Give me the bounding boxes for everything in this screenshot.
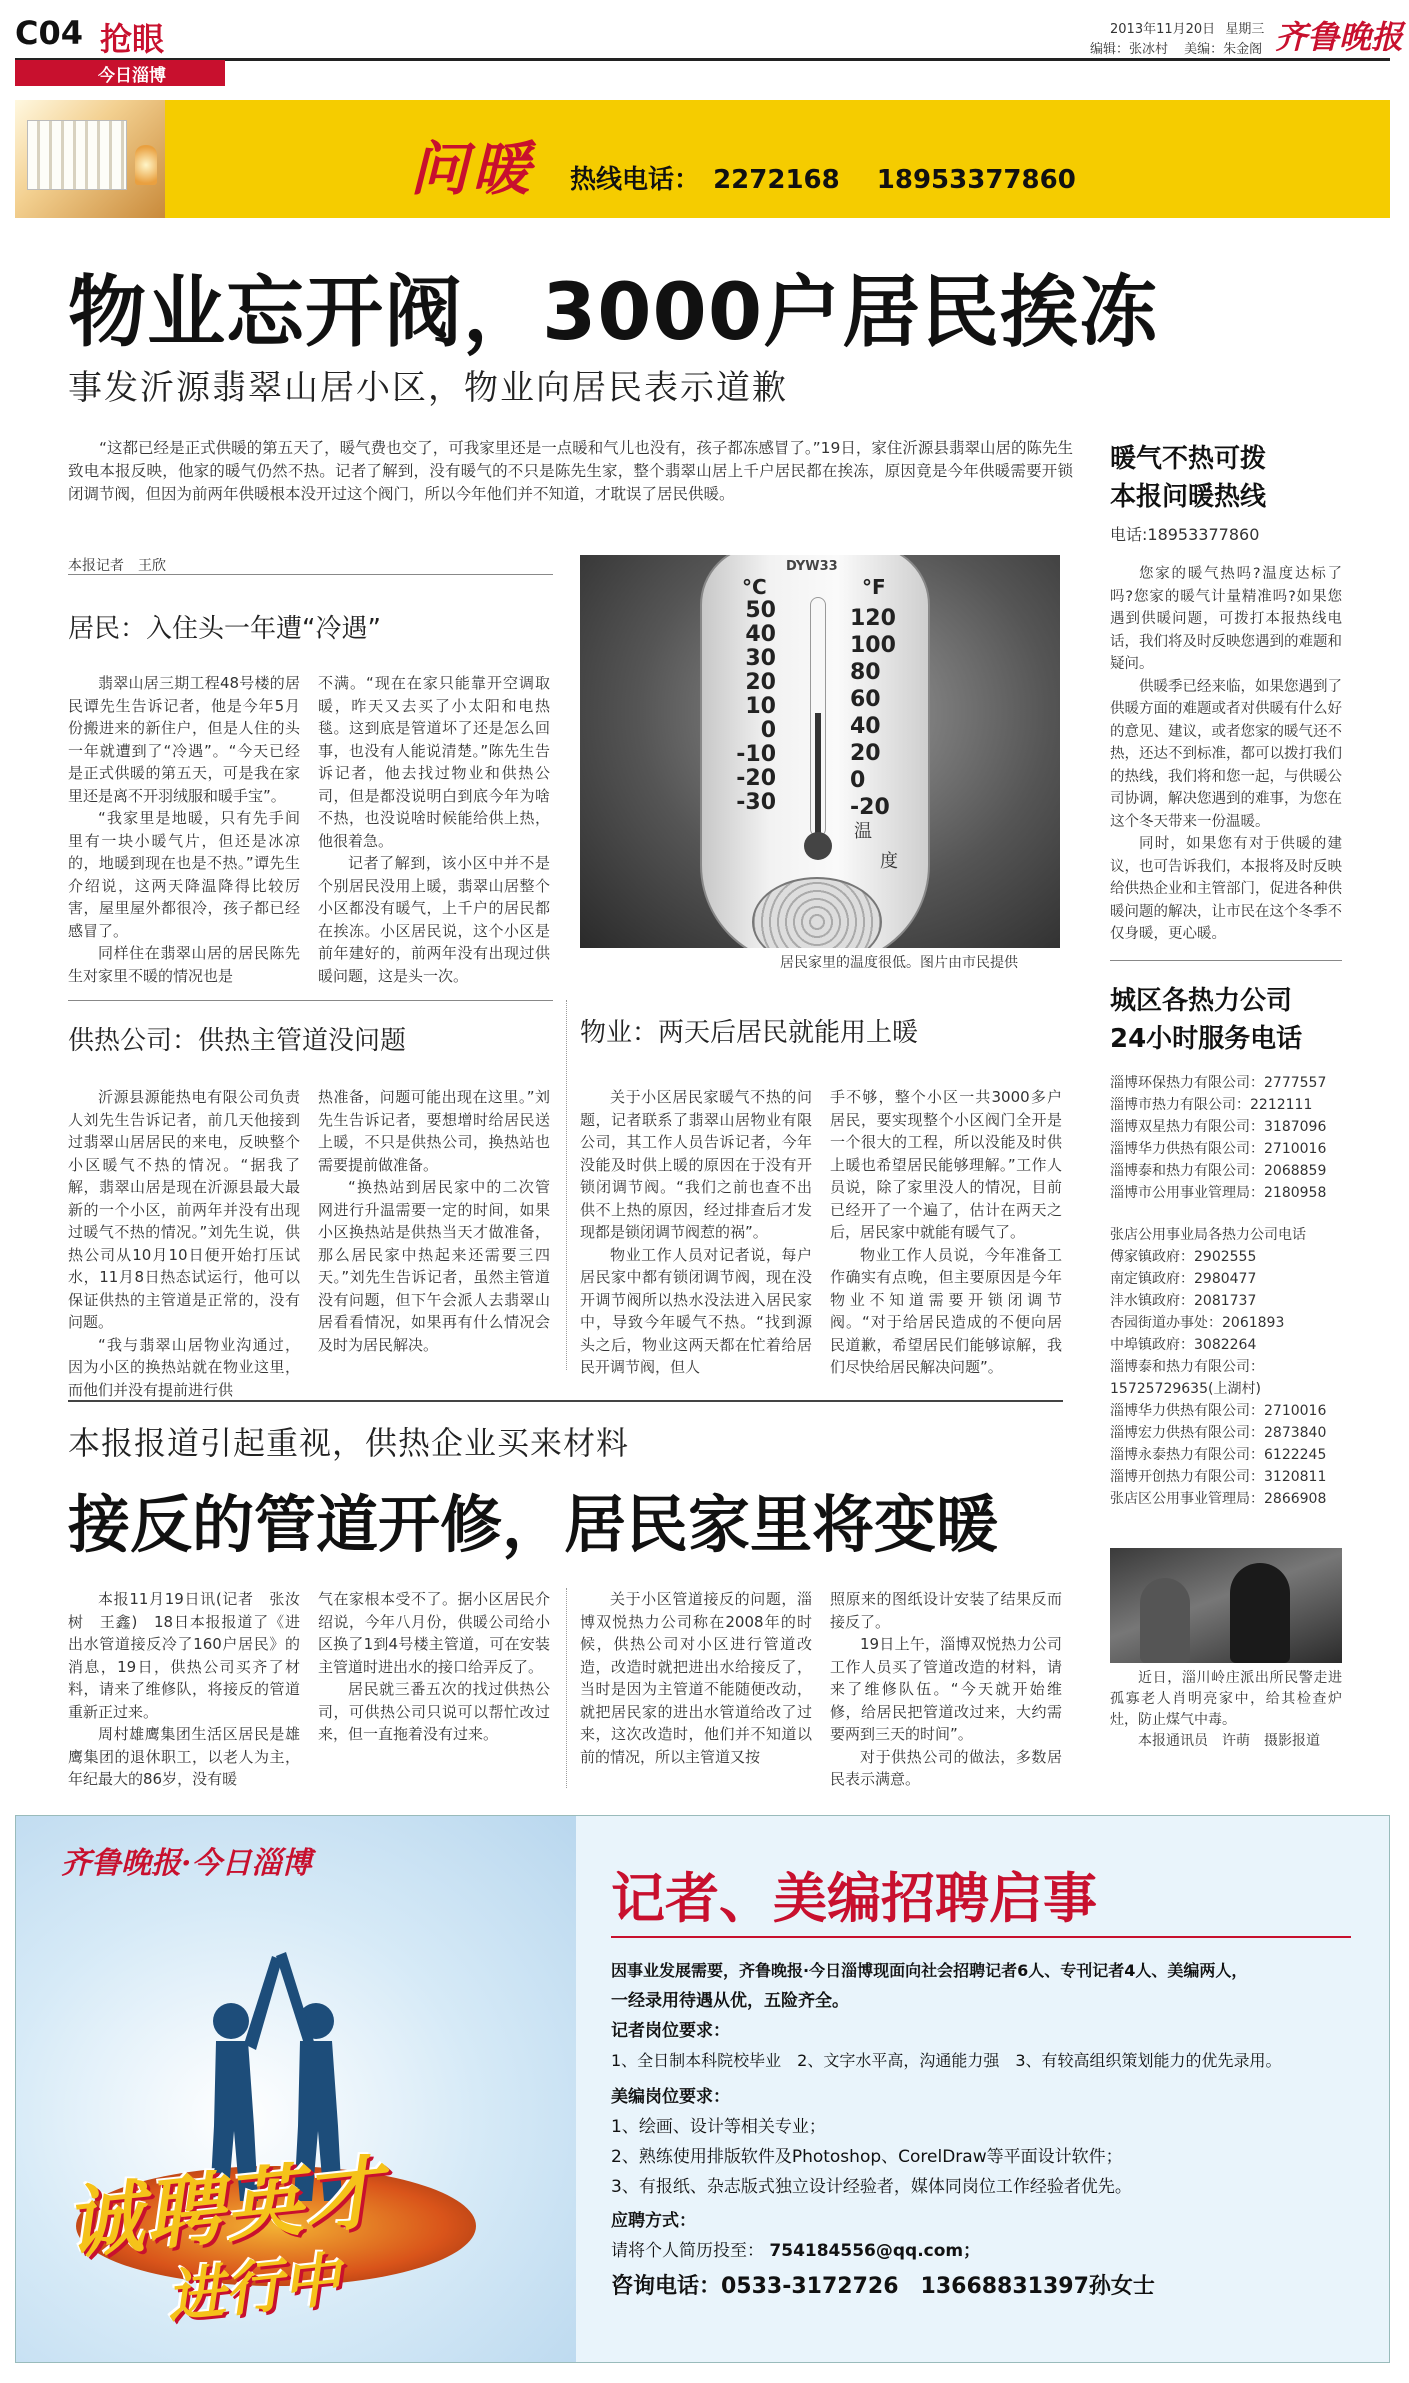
banner-hotline — [570, 159, 1076, 196]
req1-text: 1、全日制本科院校毕业 2、文字水平高，沟通能力强 3、有较高组织策划能力的优先录用。 — [611, 2051, 1282, 2070]
s2-column-1 — [68, 1086, 300, 1401]
phone-item: 淄博永泰热力有限公司：6122245 — [1110, 1447, 1327, 1463]
recruitment-ad — [15, 1815, 1390, 2363]
byline: 本报记者 王欣 — [68, 558, 166, 574]
banner-photo — [15, 100, 165, 218]
c-tick: -20 — [736, 766, 776, 791]
page-header — [0, 0, 1409, 90]
photo-caption: 居民家里的温度很低。图片由市民提供 — [780, 955, 1018, 971]
ad-title-rule — [611, 1936, 1351, 1938]
sidebar-para-1: 您家的暖气热吗?温度达标了吗?您家的暖气计量精准吗?如果您遇到供暖问题，可拨打本报热线电话，我们将及时反映您遇到的难题和疑问。 — [1110, 566, 1342, 672]
ad-title: 记者、美编招聘启事 — [611, 1867, 1097, 1930]
phone-item: 淄博华力供热有限公司：2710016 — [1110, 1403, 1327, 1419]
phone-item: 淄博泰和热力有限公司：2068859 — [1110, 1163, 1327, 1179]
s2-rule — [68, 1000, 553, 1001]
ad-slogan-1: 诚聘英才 — [60, 2147, 389, 2271]
sidebar-photo-caption — [1110, 1668, 1342, 1752]
apply-email[interactable]: 754184556@qq.com； — [769, 2241, 981, 2261]
lamp-graphic — [135, 145, 157, 185]
phone-group-title: 张店公用事业局各热力公司电话 — [1110, 1227, 1306, 1243]
apply-line — [611, 2236, 1351, 2266]
s4-column-3 — [580, 1588, 812, 1768]
req2-title: 美编岗位要求： — [611, 2087, 730, 2107]
column-divider — [566, 1000, 567, 1370]
s4c2-p2: 居民就三番五次的找过供热公司，可供热公司只说可以帮忙改过来，但一直拖着没有过来。 — [318, 1680, 550, 1743]
ad-slogan-2: 进行中 — [163, 2245, 344, 2331]
c-tick: 10 — [745, 694, 776, 719]
ad-body — [611, 1956, 1351, 2302]
s4c4-p2: 19日上午，淄博双悦热力公司工作人员买了管道改造的材料，请来了维修队伍。“今天就开始维修，给居民把管道改过来，大约需要两到三天的时间”。 — [830, 1635, 1062, 1743]
s1-column-2 — [318, 672, 550, 987]
s3c2-p1: 手不够，整个小区一共3000多户居民，要实现整个小区阀门全开是一个很大的工程，所以没能及时供上暖也希望居民能够理解。”工作人员说，除了家里没人的情况，目前已经开了一个遍了，估计在两天之后，居民家中就能有暖气了。 — [830, 1088, 1062, 1241]
phone-item: 淄博华力供热有限公司：2710016 — [1110, 1141, 1327, 1157]
s3-subtitle: 物业：两天后居民就能用上暖 — [580, 1018, 919, 1048]
phone-item: 傅家镇政府：2902555 — [1110, 1249, 1257, 1265]
radiator-graphic — [27, 120, 127, 190]
lead-paragraph — [68, 437, 1073, 506]
req1-title: 记者岗位要求： — [611, 2021, 730, 2041]
sidebar-para-2: 供暖季已经来临，如果您遇到了供暖方面的难题或者对供暖有什么好的意见、建议，或者您家的暖气还不热，还达不到标准，都可以拨打我们的热线，我们将和您一起，与供暖公司协调，解决您遇到的难事，为您在这个冬天带来一份温暖。 — [1110, 678, 1342, 830]
thermo-brand: DYW33 — [786, 559, 838, 574]
s3c2-p2: 物业工作人员说，今年准备工作确实有点晚，但主要原因是今年物业不知道需要开锁闭调节阀。“对于给居民造成的不便向居民道歉，希望居民们能够谅解，我们尽快给居民解决问题”。 — [830, 1245, 1062, 1376]
phone-item: 中埠镇政府：3082264 — [1110, 1337, 1257, 1353]
phone-item: 淄博市热力有限公司：2212111 — [1110, 1097, 1313, 1113]
hotline-phone-1: 2272168 — [713, 165, 840, 195]
s4-column-1 — [68, 1588, 300, 1791]
f-tick: 100 — [850, 633, 896, 658]
thermo-word-1: 温 — [854, 821, 872, 842]
f-tick: 60 — [850, 687, 881, 712]
phone-item: 淄博市公用事业管理局：2180958 — [1110, 1185, 1327, 1201]
phone-list-2 — [1110, 1246, 1342, 1510]
story2-rule — [68, 1400, 1063, 1402]
f-tick: 40 — [850, 714, 881, 739]
subsection-name: 今日淄博 — [98, 66, 166, 86]
header-credits — [1090, 38, 1262, 57]
req2-item: 3、有报纸、杂志版式独立设计经验者，媒体同岗位工作经验者优先。 — [611, 2177, 1132, 2197]
f-tick: 0 — [850, 768, 866, 793]
hotline-label: 热线电话： — [570, 165, 701, 195]
section-name: 抢眼 — [100, 20, 165, 58]
s1-subtitle: 居民：入住头一年遭“冷遇” — [68, 614, 381, 644]
s3-column-1 — [580, 1086, 812, 1379]
f-tick: 80 — [850, 660, 881, 685]
f-tick: 120 — [850, 606, 896, 631]
s4c4-p3: 对于供热公司的做法，多数居民表示满意。 — [830, 1747, 1062, 1788]
designer: 美编：朱金阁 — [1184, 42, 1263, 57]
apply-title: 应聘方式： — [611, 2211, 696, 2231]
police-photo — [1110, 1548, 1342, 1663]
header-date — [1110, 18, 1264, 37]
thermometer-body — [700, 555, 930, 948]
s2-subtitle: 供热公司：供热主管道没问题 — [68, 1026, 407, 1056]
sidebar-headline-2: 本报问暖热线 — [1110, 482, 1267, 512]
fahrenheit-scale — [850, 605, 920, 821]
s3-column-2 — [830, 1086, 1062, 1379]
phone-item: 淄博宏力供热有限公司：2873840 — [1110, 1425, 1327, 1441]
story2-headline: 接反的管道开修，居民家里将变暖 — [68, 1488, 999, 1561]
req2-item: 2、熟练使用排版软件及Photoshop、CorelDraw等平面设计软件； — [611, 2147, 1123, 2167]
s1c1-p1: 翡翠山居三期工程48号楼的居民谭先生告诉记者，他是今年5月份搬进来的新住户，但是人住的头一年就遭到了“冷遇”。“今天已经是正式供暖的第五天，可是我在家里还是离不开羽绒服和暖手宝”。 — [68, 674, 300, 805]
c-tick: 50 — [745, 598, 776, 623]
s1c1-p2: “我家里是地暖，只有先手间里有一块小暖气片，但还是冰凉的，地暖到现在也是不热。”谭先生介绍说，这两天降温降得比较厉害，屋里屋外都很冷，孩子都已经感冒了。 — [68, 809, 300, 940]
s3c1-p1: 关于小区居民家暖气不热的问题，记者联系了翡翠山居物业有限公司，其工作人员告诉记者，今年没能及时供上暖的原因在于没有开锁闭调节阀。“我们之前也查不出供不上热的原因，经过排查后才发现都是锁闭调节阀惹的祸”。 — [580, 1088, 812, 1241]
thermometer-photo — [580, 555, 1060, 948]
c-label: °C — [742, 575, 767, 599]
weekday: 星期三 — [1225, 22, 1265, 37]
f-tick: -20 — [850, 795, 890, 820]
s1c2-p2: 记者了解到，该小区中并不是个别居民没用上暖，翡翠山居整个小区都没有暖气，上千户的居民都在挨冻。小区居民说，这个小区是前年建好的，前两年没有出现过供暖问题，这是头一次。 — [318, 854, 550, 985]
phone-item: 淄博开创热力有限公司：3120811 — [1110, 1469, 1327, 1485]
s1c1-p3: 同样住在翡翠山居的居民陈先生对家里不暖的情况也是 — [68, 944, 300, 985]
s4-column-4 — [830, 1588, 1062, 1791]
page-number: C04 — [15, 14, 84, 52]
f-tick: 20 — [850, 741, 881, 766]
s3c1-p2: 物业工作人员对记者说，每户居民家中都有锁闭调节阀，现在没开调节阀所以热水没法进入居民家中，导致今年暖气不热。“找到源头之后，物业这两天都在忙着给居民开调节阀，但人 — [580, 1245, 812, 1376]
person-silhouette — [1230, 1563, 1290, 1663]
s2c2-p1: 热准备，问题可能出现在这里。”刘先生告诉记者，要想增时给居民送上暖，不只是供热公司，换热站也需要提前做准备。 — [318, 1088, 550, 1174]
thermo-word-2: 度 — [880, 851, 898, 872]
sidebar-phones — [1110, 982, 1342, 1510]
police-caption: 近日，淄川岭庄派出所民警走进孤寡老人肖明亮家中，给其检查炉灶，防止煤气中毒。 — [1110, 1670, 1342, 1728]
celsius-scale — [716, 599, 776, 815]
req2-item: 1、绘画、设计等相关专业； — [611, 2117, 826, 2137]
phone-item: 淄博泰和热力有限公司：15725729635(上湖村) — [1110, 1359, 1264, 1397]
sidebar-rule — [1110, 960, 1342, 961]
c-tick: 20 — [745, 670, 776, 695]
c-tick: 30 — [745, 646, 776, 671]
s4c4-p1: 照原来的图纸设计安装了结果反而接反了。 — [830, 1590, 1062, 1631]
story2-kicker: 本报报道引起重视，供热企业买来材料 — [68, 1424, 630, 1462]
phone-item: 沣水镇政府：2081737 — [1110, 1293, 1257, 1309]
s2-column-2 — [318, 1086, 550, 1356]
thermo-liquid — [815, 713, 821, 837]
phone-item: 杏园街道办事处：2061893 — [1110, 1315, 1285, 1331]
ad-brand: 齐鲁晚报·今日淄博 — [61, 1846, 312, 1881]
s4c2-p1: 气在家根本受不了。据小区居民介绍说，今年八月份，供暖公司给小区换了1到4号楼主管道，可在安装主管道时进出水的接口给弄反了。 — [318, 1590, 550, 1676]
apply-label: 请将个人简历投至： — [611, 2241, 764, 2261]
hotline-phone-2: 18953377860 — [876, 165, 1076, 195]
phones-title-2: 24小时服务电话 — [1110, 1024, 1303, 1054]
main-headline: 物业忘开阀，3000户居民挨冻 — [68, 268, 1159, 358]
s1-column-1 — [68, 672, 300, 987]
c-tick: 40 — [745, 622, 776, 647]
story2-divider — [566, 1588, 567, 1788]
s4c1-p1: 本报11月19日讯(记者 张汝树 王鑫) 18日本报报道了《进出水管道接反冷了160户居民》的消息，19日，供热公司买齐了材料，请来了维修队，将接反的管道重新正过来。 — [68, 1590, 300, 1721]
contact-line: 咨询电话：0533-3172726 13668831397孙女士 — [611, 2274, 1155, 2299]
s1c2-p1: 不满。“现在在家只能靠开空调取暖，昨天又去买了小太阳和电热毯。这到底是管道坏了还是怎么回事，也没有人能说清楚。”陈先生告诉记者，他去找过物业和供热公司，但是都没说明白到底今年为啥不热，也没说啥时候能给供上热，他很着急。 — [318, 674, 550, 850]
ad-intro-1: 因事业发展需要，齐鲁晚报·今日淄博现面向社会招聘记者6人、专刊记者4人、美编两人， — [611, 1961, 1248, 1980]
sidebar-para-3: 同时，如果您有对于供暖的建议，也可告诉我们，本报将及时反映给供热企业和主管部门，促进各种供暖问题的解决，让市民在这个冬季不仅身暖，更心暖。 — [1110, 836, 1342, 942]
lead-text: “这都已经是正式供暖的第五天了，暖气费也交了，可我家里还是一点暖和气儿也没有，孩子都冻感冒了。”19日，家住沂源县翡翠山居的陈先生致电本报反映，他家的暖气仍然不热。记者了解到，没有暖气的不只是陈先生家，整个翡翠山居上千户居民都在挨冻，原因竟是今年供暖需要开锁闭调节阀，但因为前两年供暖根本没开过这个阀门，所以今年他们并不知道，才耽误了居民供暖。 — [68, 439, 1073, 503]
editor: 编辑：张冰村 — [1090, 42, 1169, 57]
s4c3-p1: 关于小区管道接反的问题，淄博双悦热力公司称在2008年的时候，供热公司对小区进行管道改造，改造时就把进出水给接反了，当时是因为主管道不能随便改动，就把居民家的进出水管道给改了过来，这次改造时，他们并不知道以前的情况，所以主管道又按 — [580, 1590, 812, 1766]
banner-title: 问暖 — [410, 135, 535, 203]
ad-intro-2: 一经录用待遇从优，五险齐全。 — [611, 1991, 849, 2011]
phone-item: 淄博环保热力有限公司：2777557 — [1110, 1075, 1327, 1091]
phone-list-1 — [1110, 1072, 1342, 1204]
hygrometer-dial — [752, 877, 882, 948]
sidebar — [1110, 440, 1342, 946]
sidebar-headline-1: 暖气不热可拨 — [1110, 444, 1267, 474]
c-tick: 0 — [760, 718, 776, 743]
sidebar-tel: 电话:18953377860 — [1110, 525, 1260, 544]
s4-column-2 — [318, 1588, 550, 1746]
c-tick: -10 — [736, 742, 776, 767]
police-credit: 本报通讯员 许萌 摄影报道 — [1138, 1733, 1320, 1749]
phone-item: 张店区公用事业管理局：2866908 — [1110, 1491, 1327, 1507]
s2c2-p2: “换热站到居民家中的二次管网进行升温需要一定的时间，如果小区换热站是供热当天才做准备，那么居民家中热起来还需要三四天。”刘先生告诉记者，虽然主管道没有问题，但下午会派人去翡翠山居看看情况，如果再有什么情况会及时为居民解决。 — [318, 1178, 550, 1354]
phone-item: 南定镇政府：2980477 — [1110, 1271, 1257, 1287]
paper-logo: 齐鲁晚报 — [1275, 18, 1404, 56]
phones-title-1: 城区各热力公司 — [1110, 986, 1293, 1016]
column-banner — [15, 100, 1390, 218]
s2c1-p1: 沂源县源能热电有限公司负责人刘先生告诉记者，前几天他接到过翡翠山居居民的来电，反映整个小区暖气不热的情况。“据我了解，翡翠山居是现在沂源县最大最新的一个小区，前两年并没有出现过暖气不热的情况。”刘先生说，供热公司从10月10日便开始打压试水，11月8日热态试运行，他可以保证供热的主管道是正常的，没有问题。 — [68, 1088, 300, 1331]
phone-item: 淄博双星热力有限公司：3187096 — [1110, 1119, 1327, 1135]
s4c1-p2: 周村雄鹰集团生活区居民是雄鹰集团的退休职工，以老人为主，年纪最大的86岁，没有暖 — [68, 1725, 300, 1788]
date: 2013年11月20日 — [1110, 22, 1216, 37]
thermo-bulb — [804, 832, 832, 860]
main-subhead: 事发沂源翡翠山居小区，物业向居民表示道歉 — [68, 368, 788, 408]
person-silhouette — [1140, 1578, 1190, 1663]
f-label: °F — [862, 575, 886, 599]
c-tick: -30 — [736, 790, 776, 815]
s2c1-p2: “我与翡翠山居物业沟通过，因为小区的换热站就在物业这里，而他们并没有提前进行供 — [68, 1335, 300, 1399]
